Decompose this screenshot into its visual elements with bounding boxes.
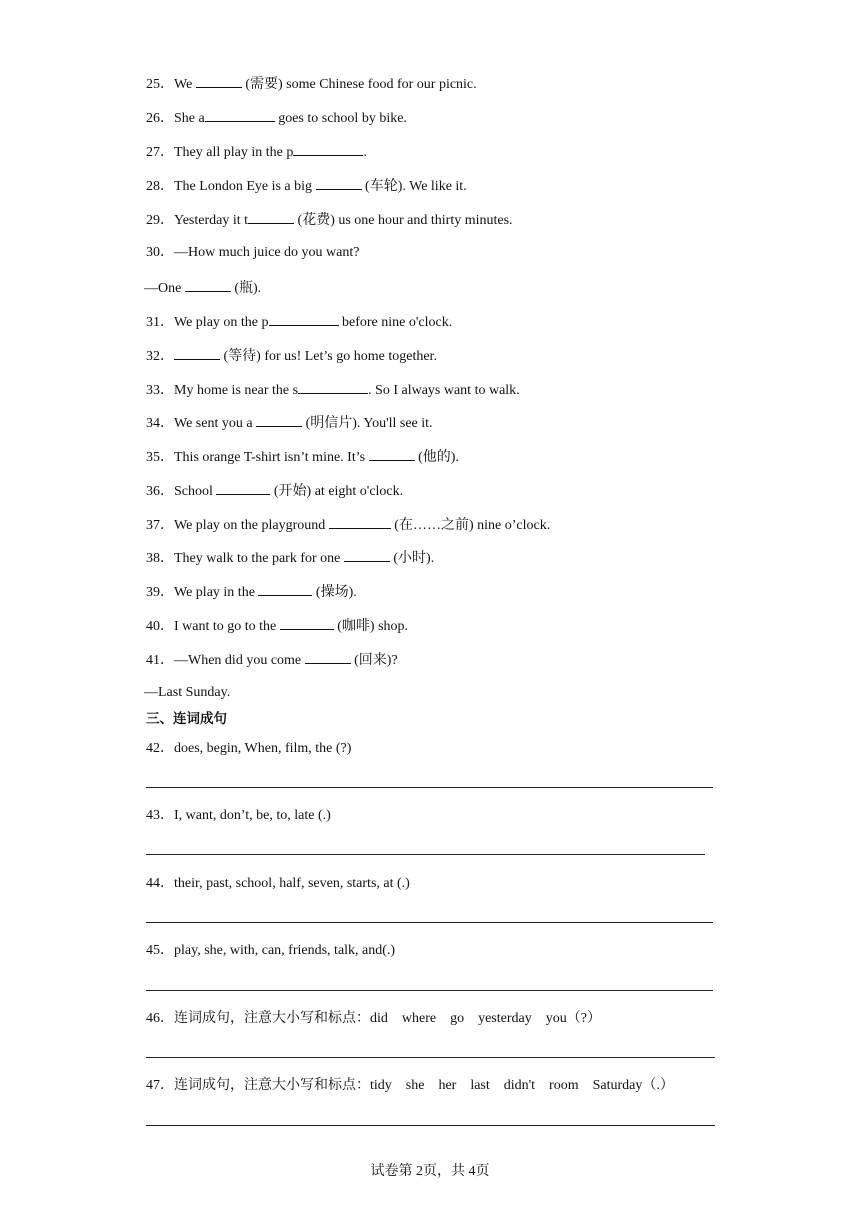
answer-blank[interactable] xyxy=(258,582,312,596)
question-33: 33．My home is near the s . So I always want to walk. xyxy=(146,380,520,400)
page-footer: 试卷第 2页，共 4页 xyxy=(370,1164,490,1179)
answer-blank[interactable] xyxy=(316,176,362,190)
question-41-answer: —Last Sunday. xyxy=(144,685,231,700)
question-28: 28．The London Eye is a big (车轮). We like it. xyxy=(146,176,467,196)
question-30-answer: —One (瓶). xyxy=(144,278,261,298)
answer-line[interactable] xyxy=(146,787,713,788)
question-36: 36．School (开始) at eight o'clock. xyxy=(146,481,403,501)
answer-blank[interactable] xyxy=(269,312,339,326)
question-38: 38．They walk to the park for one (小时). xyxy=(146,548,434,568)
question-37: 37．We play on the playground (在……之前) nine o’clock. xyxy=(146,515,550,535)
answer-blank[interactable] xyxy=(369,447,415,461)
question-31: 31．We play on the p before nine o'clock. xyxy=(146,312,452,332)
answer-blank[interactable] xyxy=(305,650,351,664)
answer-blank[interactable] xyxy=(196,74,242,88)
question-45: 45．play, she, with, can, friends, talk, and(.) xyxy=(146,943,396,958)
question-25: 25．We (需要) some Chinese food for our picnic. xyxy=(146,74,477,94)
answer-blank[interactable] xyxy=(185,278,231,292)
answer-blank[interactable] xyxy=(248,210,294,224)
answer-blank[interactable] xyxy=(344,548,390,562)
question-42: 42．does, begin, When, film, the (?) xyxy=(146,741,352,756)
answer-blank[interactable] xyxy=(293,142,363,156)
question-47: 47．连词成句，注意大小写和标点：tidy she her last didn't room Saturday（.） xyxy=(146,1078,674,1093)
answer-blank[interactable] xyxy=(205,108,275,122)
answer-line[interactable] xyxy=(146,990,713,991)
question-35: 35．This orange T-shirt isn’t mine. It’s (他的). xyxy=(146,447,459,467)
question-29: 29．Yesterday it t (花费) us one hour and thirty minutes. xyxy=(146,210,513,230)
question-30: 30．—How much juice do you want? xyxy=(146,245,360,260)
answer-line[interactable] xyxy=(146,854,705,855)
question-44: 44．their, past, school, half, seven, starts, at (.) xyxy=(146,876,410,891)
answer-line[interactable] xyxy=(146,922,713,923)
question-39: 39．We play in the (操场). xyxy=(146,582,357,602)
question-43: 43．I, want, don’t, be, to, late (.) xyxy=(146,808,331,823)
question-46: 46．连词成句，注意大小写和标点：did where go yesterday you（?） xyxy=(146,1011,601,1026)
question-40: 40．I want to go to the (咖啡) shop. xyxy=(146,616,408,636)
question-41: 41．—When did you come (回来)? xyxy=(146,650,398,670)
question-34: 34．We sent you a (明信片). You'll see it. xyxy=(146,413,433,433)
answer-blank[interactable] xyxy=(298,380,368,394)
answer-line[interactable] xyxy=(146,1125,715,1126)
answer-blank[interactable] xyxy=(280,616,334,630)
question-32: 32． (等待) for us! Let’s go home together. xyxy=(146,346,437,366)
answer-line[interactable] xyxy=(146,1057,715,1058)
answer-blank[interactable] xyxy=(216,481,270,495)
answer-blank[interactable] xyxy=(174,346,220,360)
section-title: 三、连词成句 xyxy=(146,711,227,727)
answer-blank[interactable] xyxy=(256,413,302,427)
question-26: 26．She a goes to school by bike. xyxy=(146,108,407,128)
answer-blank[interactable] xyxy=(329,515,391,529)
question-27: 27．They all play in the p . xyxy=(146,142,367,162)
